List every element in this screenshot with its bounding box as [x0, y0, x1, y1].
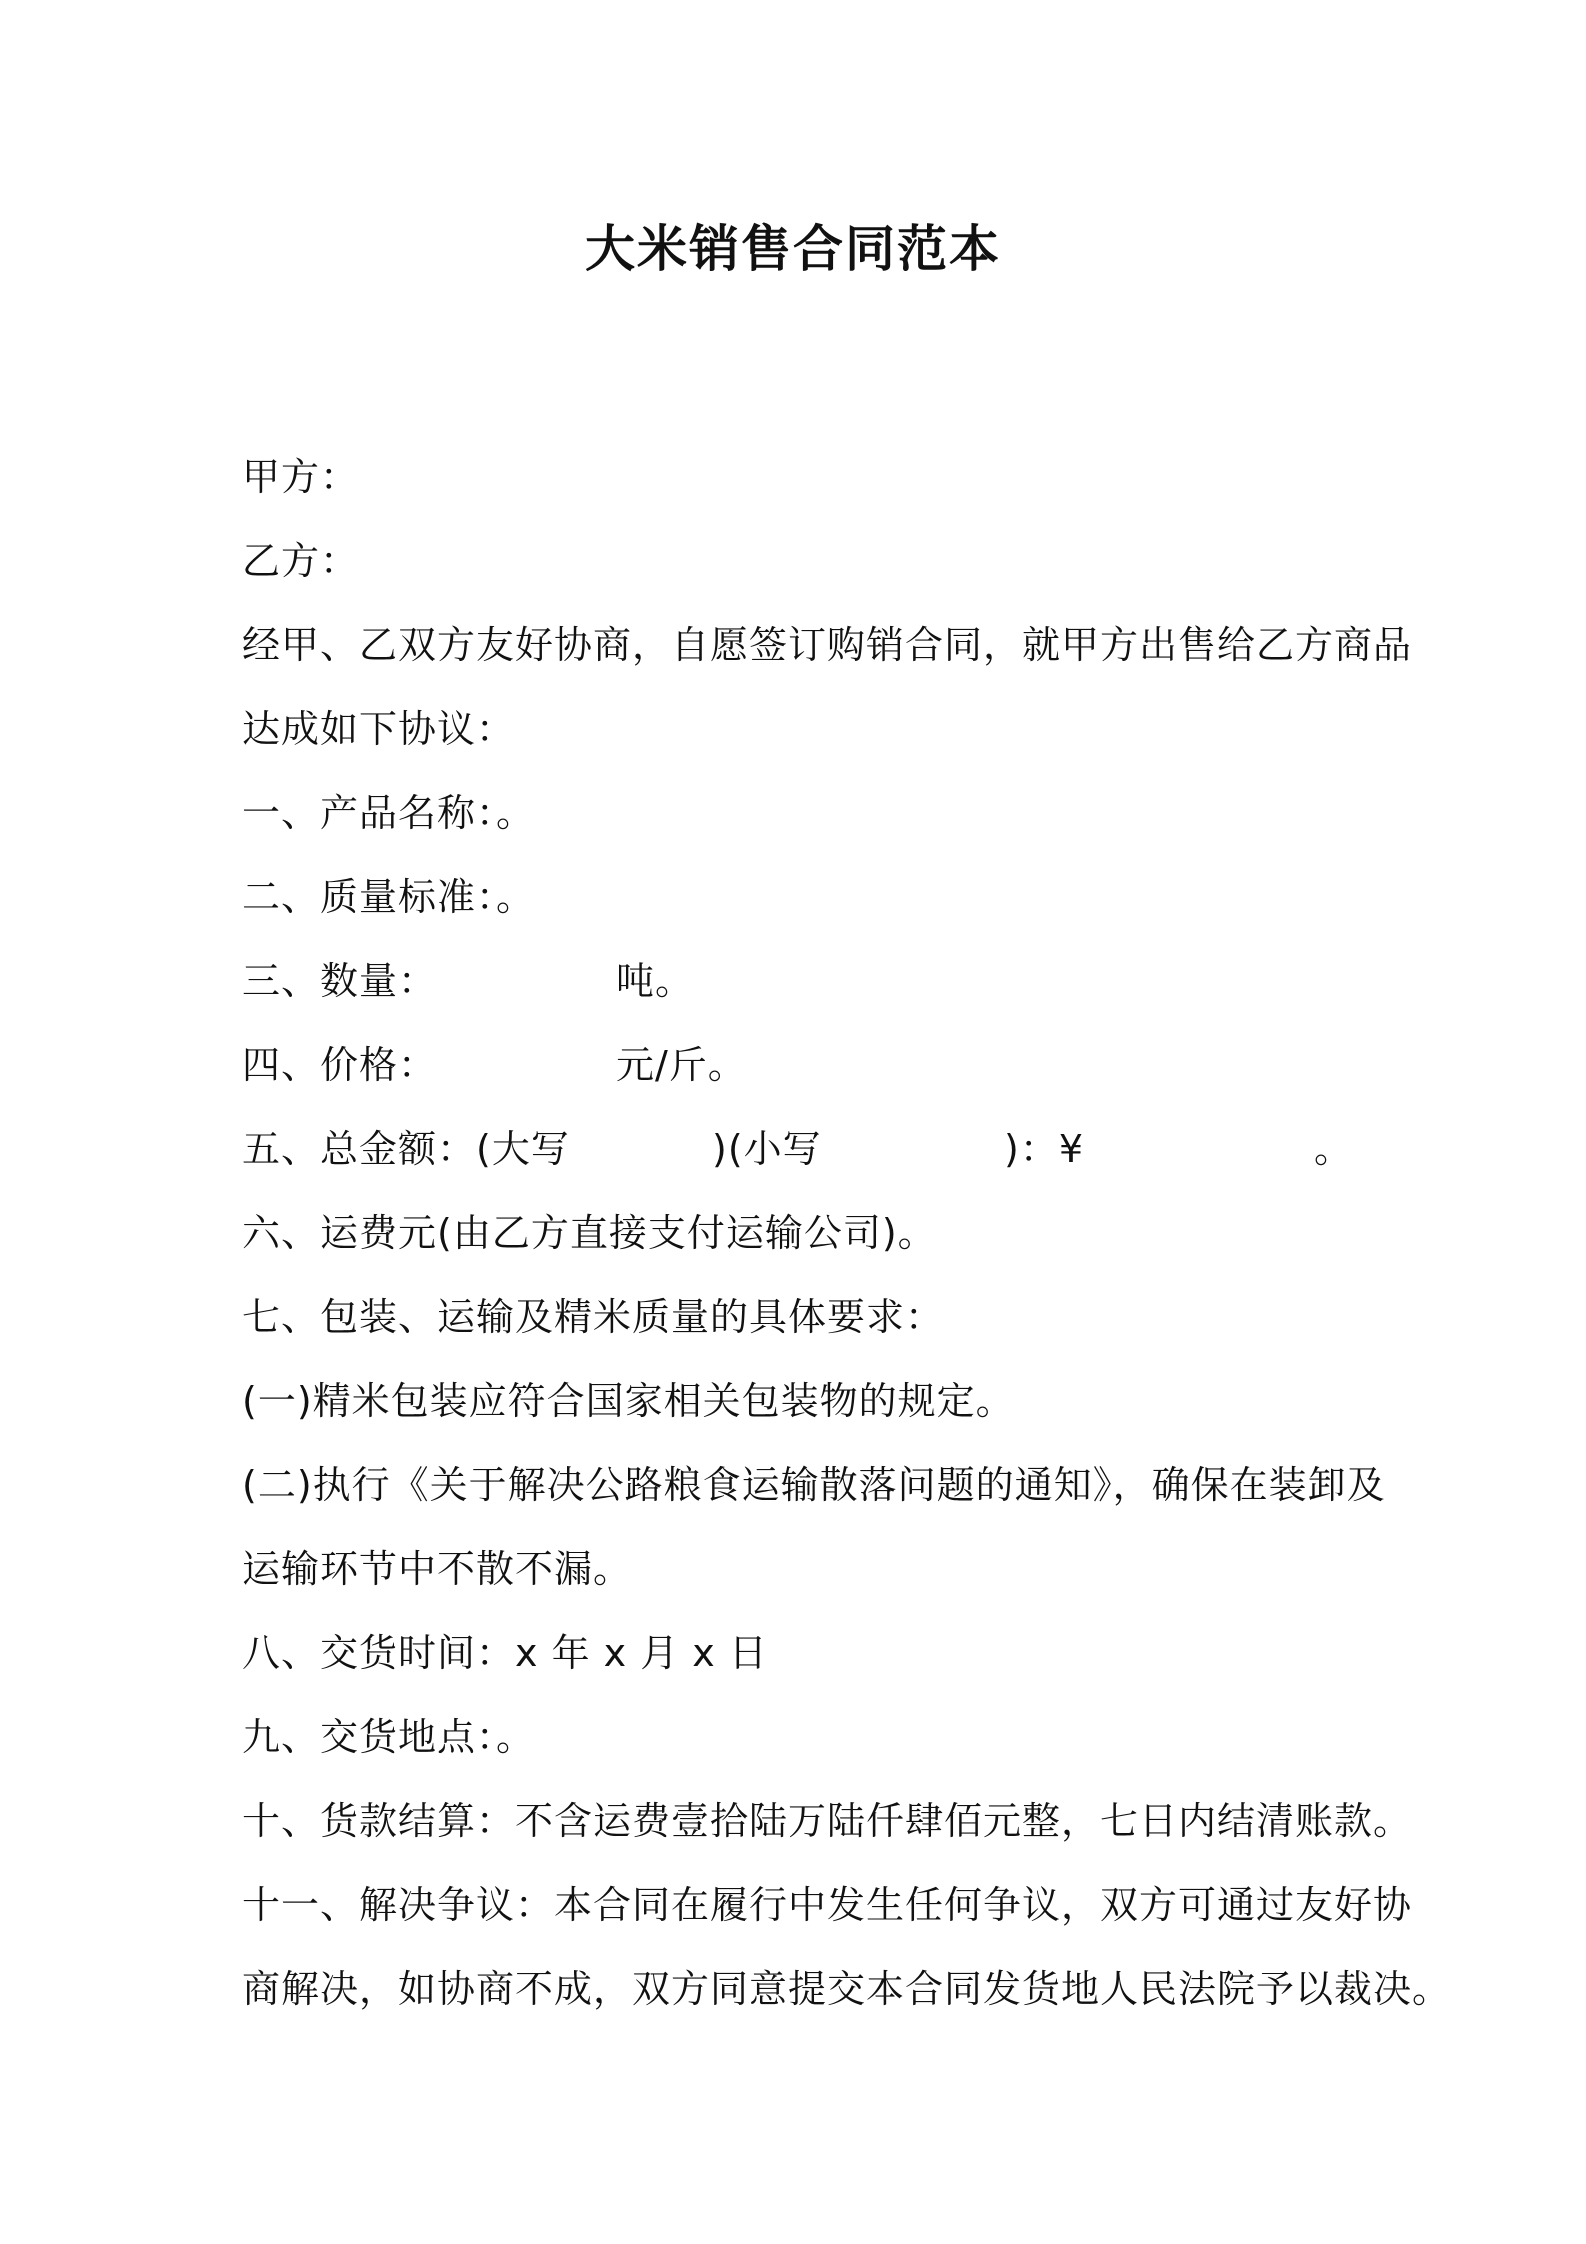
clause-quality-standard: 二、质量标准：。: [242, 875, 536, 919]
clause-delivery-time: 八、交货时间：x 年 x 月 x 日: [242, 1631, 768, 1675]
clause-total-yen: )：¥: [1004, 1127, 1085, 1171]
clause-total-end: 。: [1314, 1127, 1354, 1171]
intro-line-2: 达成如下协议：: [242, 707, 516, 751]
clause-price-unit: 元/斤。: [616, 1043, 747, 1087]
clause-price-label: 四、价格：: [242, 1043, 438, 1087]
clause-total-lowercase: )(小写: [712, 1127, 822, 1171]
clause-delivery-place: 九、交货地点：。: [242, 1715, 536, 1759]
clause-quantity-unit: 吨。: [616, 959, 695, 1003]
clause-quantity-label: 三、数量：: [242, 959, 438, 1003]
party-a-line: 甲方：: [242, 455, 360, 499]
clause-dispute-line1: 十一、解决争议：本合同在履行中发生任何争议，双方可通过友好协: [242, 1883, 1413, 1927]
clause-packaging-2-line2: 运输环节中不散不漏。: [242, 1547, 633, 1591]
clause-packaging-2-line1: (二)执行《关于解决公路粮食运输散落问题的通知》，确保在装卸及: [242, 1463, 1386, 1507]
clause-freight: 六、运费元(由乙方直接支付运输公司)。: [242, 1211, 937, 1255]
clause-packaging-1: (一)精米包装应符合国家相关包装物的规定。: [242, 1379, 1015, 1423]
intro-line-1: 经甲、乙双方友好协商，自愿签订购销合同，就甲方出售给乙方商品: [242, 623, 1413, 667]
clause-total-label: 五、总金额：(大写: [242, 1127, 570, 1171]
page-title: 大米销售合同范本: [585, 220, 1001, 278]
clause-packaging: 七、包装、运输及精米质量的具体要求：: [242, 1295, 945, 1339]
clause-dispute-line2: 商解决，如协商不成，双方同意提交本合同发货地人民法院予以裁决。: [242, 1967, 1452, 2011]
clause-payment: 十、货款结算：不含运费壹拾陆万陆仟肆佰元整，七日内结清账款。: [242, 1799, 1413, 1843]
clause-product-name: 一、产品名称：。: [242, 791, 536, 835]
party-b-line: 乙方：: [242, 539, 360, 583]
